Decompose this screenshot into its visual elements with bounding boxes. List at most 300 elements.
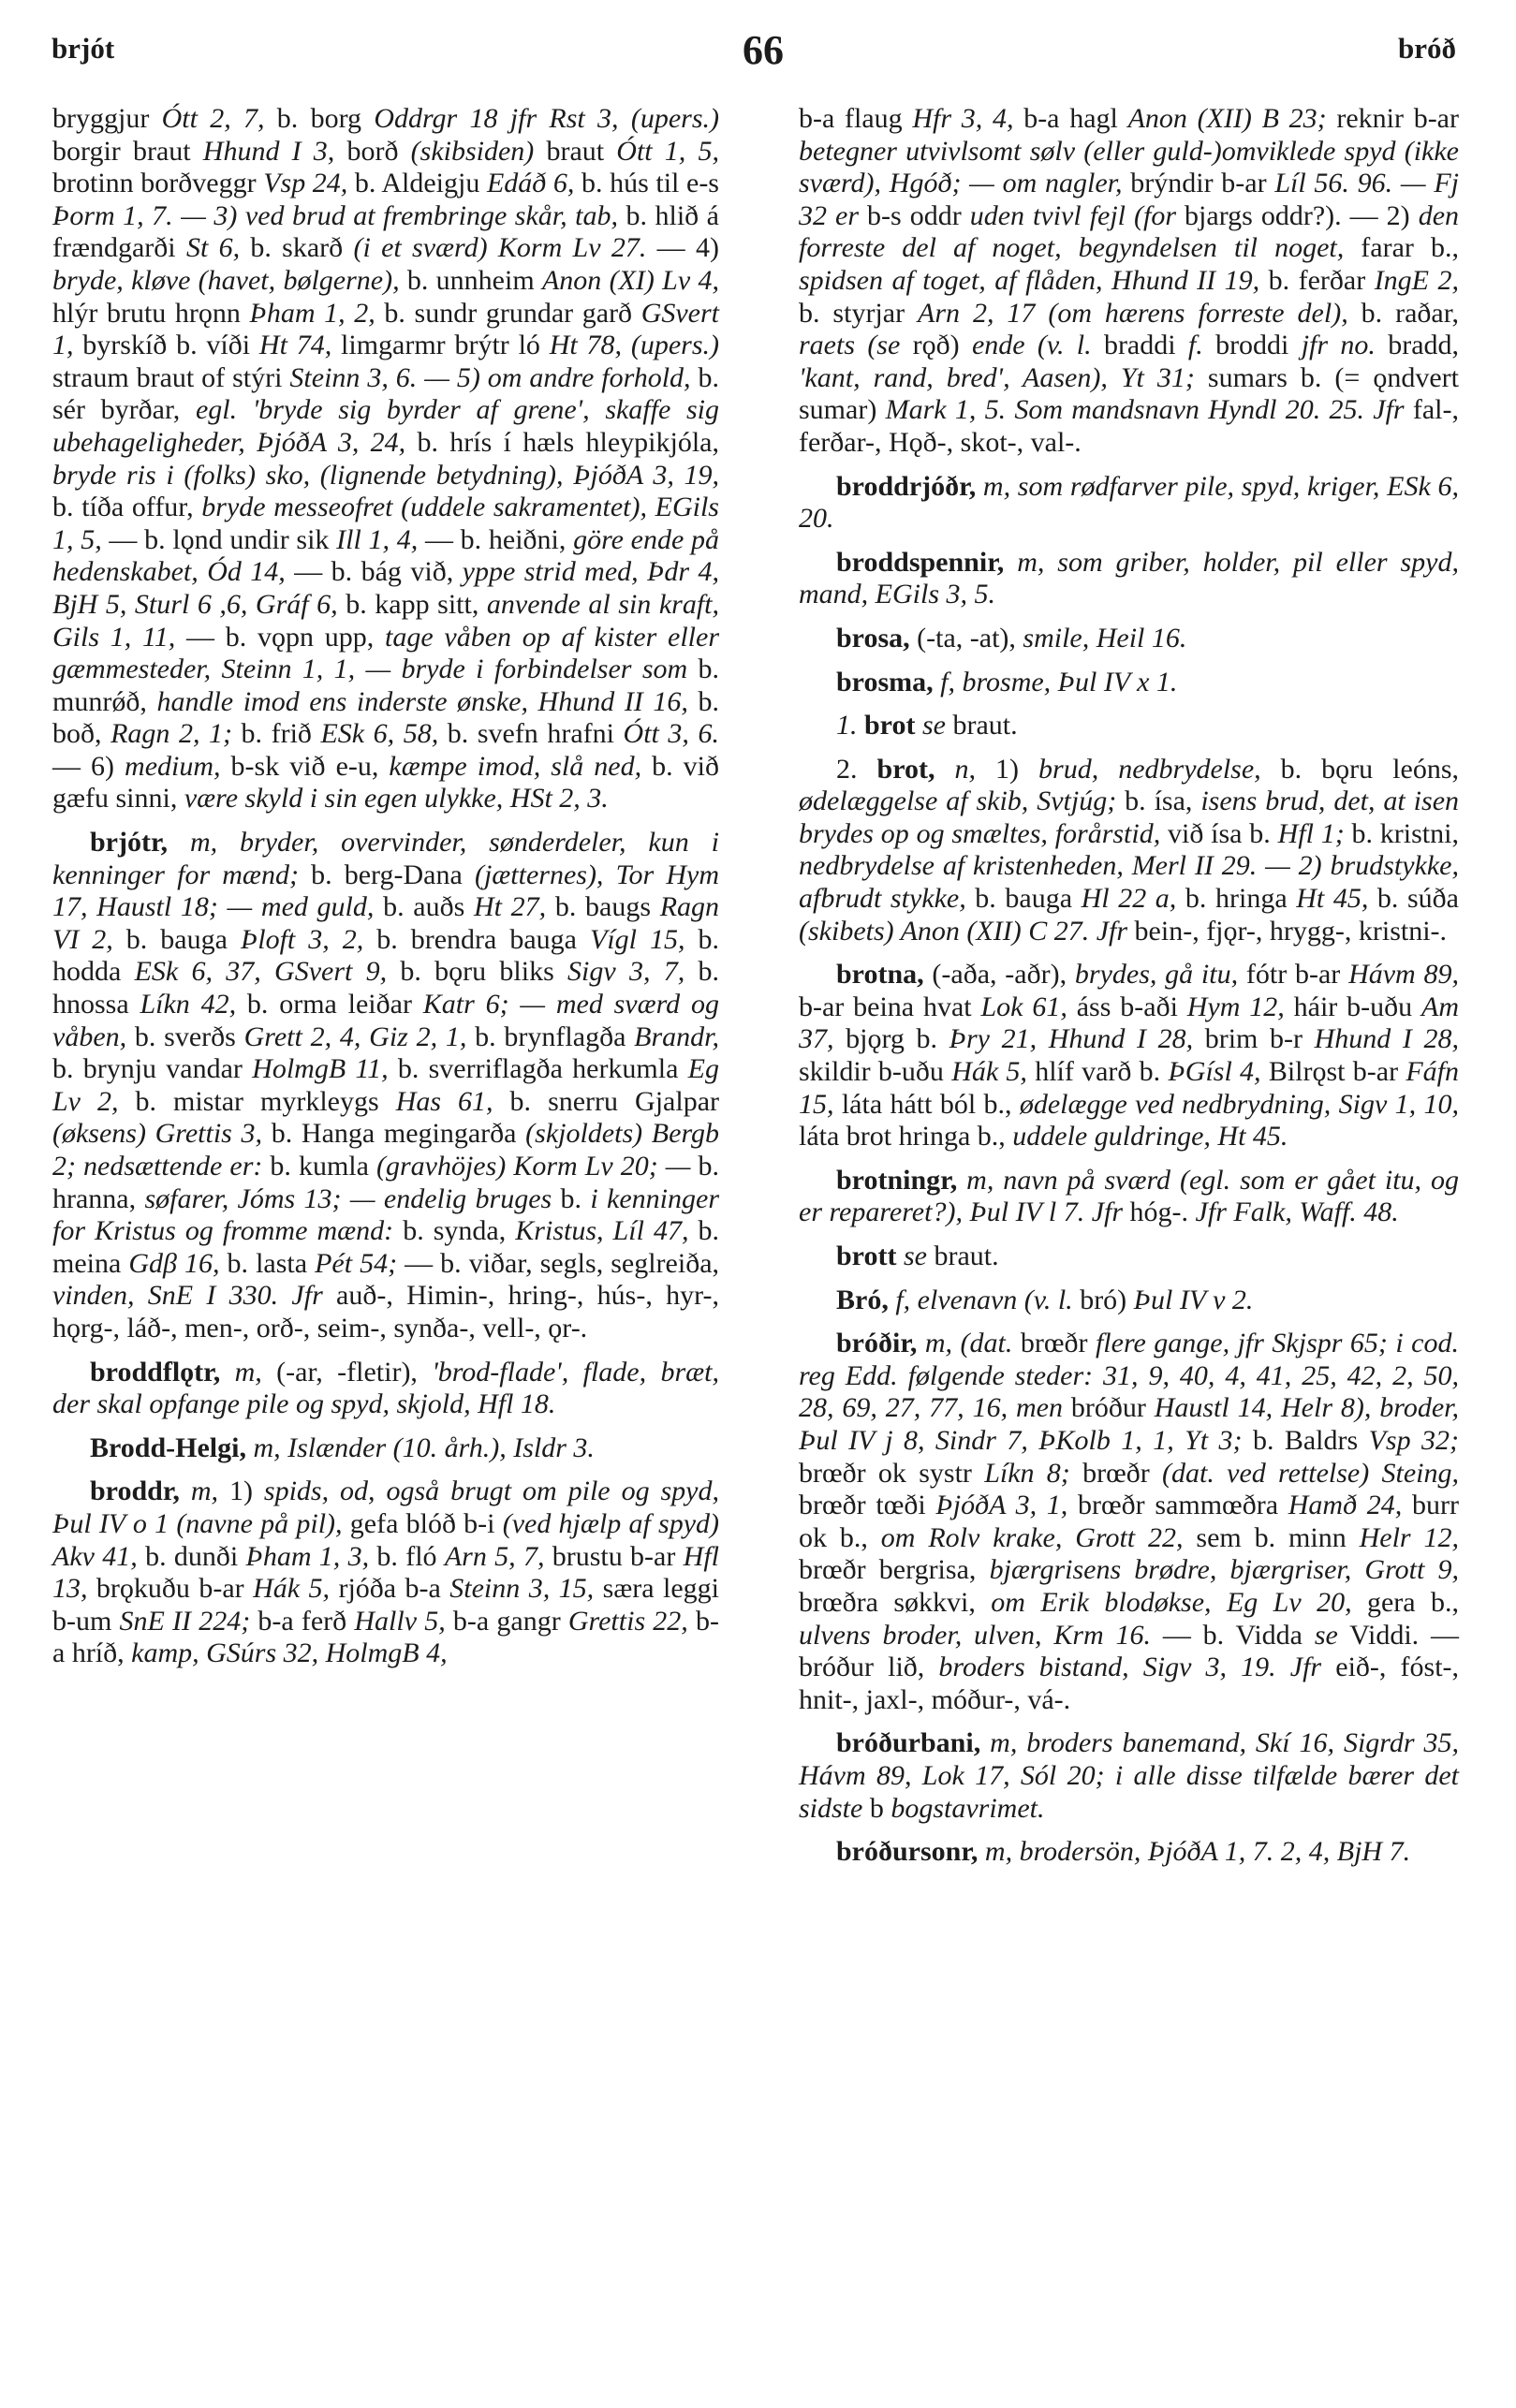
- dictionary-entry: [52, 103, 719, 815]
- entry-text: SnE II 224;: [119, 1605, 251, 1637]
- entry-text: b-ar beina hvat: [799, 991, 981, 1022]
- entry-text: Hl 22 a,: [1081, 883, 1177, 915]
- entry-text: Pét 54;: [315, 1247, 398, 1279]
- entry-text: bróður: [1062, 1392, 1155, 1424]
- entry-text: — b. bág við,: [285, 556, 463, 588]
- entry-text: m, som griber, holder, pil eller spyd, mand, EGils 3, 5.: [799, 546, 1459, 610]
- entry-text: m,: [220, 1356, 277, 1388]
- entry-text: rjóða b-a: [330, 1573, 450, 1605]
- entry-text: Arn 5, 7,: [444, 1540, 545, 1572]
- entry-text: b-a hríð,: [52, 1605, 719, 1669]
- entry-text: Ragn VI 2,: [52, 891, 720, 955]
- entry-text: b. tíða offur,: [52, 492, 202, 523]
- left-column: [52, 103, 719, 1670]
- entry-text: b. skarð: [240, 232, 354, 264]
- entry-text: Líl 56. 96. — Fj 32 er: [799, 168, 1459, 231]
- entry-headword: broddrjóðr,: [836, 470, 977, 502]
- dictionary-entry: [52, 827, 719, 1345]
- entry-text: Has 61,: [395, 1085, 493, 1117]
- entry-text: Hák 5,: [951, 1056, 1027, 1088]
- entry-text: om Erik blodøkse, Eg Lv 20,: [991, 1586, 1352, 1618]
- entry-text: brœðr bergrisa,: [799, 1554, 990, 1586]
- entry-text: bradd,: [1375, 330, 1460, 361]
- entry-text: Ótt 3, 6.: [623, 718, 719, 750]
- entry-text: — b. viðar, segls, seglreiða,: [397, 1247, 720, 1279]
- entry-text: b-a flaug: [799, 103, 913, 134]
- entry-text: láta hátt ból b.,: [833, 1088, 1020, 1120]
- entry-text: (gravhöjes) Korm Lv 20; —: [375, 1151, 691, 1182]
- entry-text: b. raðar,: [1347, 297, 1459, 329]
- entry-text: — 6): [52, 750, 125, 782]
- entry-headword: Brodd-Helgi,: [90, 1432, 246, 1463]
- entry-text: b. brynju vandar: [52, 1053, 253, 1085]
- entry-text: tage våben op af kister eller gæmmesteder, Steinn 1, 1, — bryde i forbindelser som: [52, 621, 719, 685]
- entry-text: brœðra søkkvi,: [799, 1586, 992, 1618]
- entry-text: (ved hjælp af spyd) Akv 41,: [52, 1507, 719, 1572]
- entry-headword: broddr,: [90, 1476, 180, 1507]
- dictionary-entry: [52, 1476, 719, 1670]
- entry-text: yppe strid med, Þdr 4, BjH 5, Sturl 6 ,6, Gráf 6,: [52, 556, 720, 620]
- entry-text: b. borg: [264, 103, 375, 134]
- running-head-right: bróð: [1398, 32, 1456, 65]
- entry-text: Grett 2, 4, Giz 2, 1,: [243, 1020, 467, 1052]
- entry-text: brœðr: [1012, 1328, 1096, 1359]
- entry-text: se: [1314, 1619, 1338, 1651]
- right-column: [799, 103, 1459, 1869]
- entry-text: bryde, kløve (havet, bølgerne),: [52, 264, 400, 296]
- entry-text: — b. lǫnd undir sik: [101, 523, 337, 555]
- entry-text: Anon (XII) B 23;: [1127, 103, 1327, 134]
- entry-text: Hfr 3, 4,: [912, 103, 1014, 134]
- dictionary-entry: [799, 1328, 1459, 1716]
- entry-text: b. frið: [231, 718, 321, 750]
- entry-text: b. synda,: [393, 1215, 516, 1247]
- dictionary-entry: [799, 710, 1459, 742]
- entry-text: Steinn 3, 15,: [449, 1573, 595, 1605]
- entry-text: b: [862, 1792, 891, 1824]
- entry-text: b. sverðs: [126, 1020, 244, 1052]
- page-number: 66: [743, 27, 784, 73]
- dictionary-entry: [799, 667, 1459, 699]
- entry-text: rǫð): [900, 330, 972, 361]
- entry-text: gefa blóð b-i: [342, 1507, 503, 1539]
- entry-text: m,: [179, 1476, 229, 1507]
- entry-text: b. bauga: [965, 883, 1082, 915]
- entry-text: Gdβ 16,: [128, 1247, 220, 1279]
- entry-text: bryggjur: [52, 103, 162, 134]
- entry-text: burr ok b.,: [799, 1490, 1460, 1553]
- entry-text: bjargs oddr?). — 2): [1176, 199, 1419, 231]
- dictionary-entry: [52, 1432, 719, 1465]
- entry-text: ESk 6, 58,: [320, 718, 439, 750]
- dictionary-entry: [799, 1241, 1459, 1273]
- entry-text: Vsp 32;: [1368, 1424, 1460, 1456]
- entry-text: Ragn 2, 1;: [110, 718, 232, 750]
- entry-text: b. ferðar: [1259, 264, 1375, 296]
- entry-text: Líkn 42,: [140, 989, 237, 1020]
- entry-text: Eg Lv 2,: [52, 1053, 719, 1117]
- entry-text: gera b.,: [1351, 1586, 1460, 1618]
- entry-text: ÞjóðA 3, 1,: [935, 1490, 1068, 1521]
- entry-text: Hfl 13,: [52, 1540, 719, 1605]
- entry-text: b. bǫru bliks: [387, 956, 568, 988]
- entry-text: Arn 2, 17 (om hærens forreste del),: [918, 297, 1348, 329]
- entry-text: søfarer, Jóms 13; — endelig bruges: [144, 1182, 552, 1214]
- entry-text: braddi: [1091, 330, 1188, 361]
- entry-text: b. hlið á frændgarði: [52, 199, 719, 264]
- entry-text: ESk 6, 37, GSvert 9,: [134, 956, 388, 988]
- entry-text: Hhund I 28,: [1314, 1023, 1459, 1055]
- entry-text: om Rolv krake, Grott 22,: [880, 1521, 1184, 1553]
- entry-text: brœðr tœði: [799, 1490, 936, 1521]
- entry-text: Vígl 15,: [590, 923, 685, 955]
- entry-text: spidsen af toget, af flåden, Hhund II 19,: [799, 264, 1260, 296]
- entry-text: Anon (XI) Lv 4,: [541, 264, 719, 296]
- entry-text: 2.: [836, 753, 877, 785]
- entry-text: Hym 12,: [1186, 991, 1285, 1022]
- entry-text: (skibets) Anon (XII) C 27. Jfr: [799, 915, 1128, 947]
- entry-text: — b. vǫpn upp,: [175, 621, 386, 653]
- entry-headword: brosa,: [836, 622, 910, 653]
- entry-text: b. hranna,: [52, 1151, 719, 1214]
- entry-text: Grettis 22,: [567, 1605, 688, 1637]
- entry-headword: Bró,: [836, 1284, 889, 1315]
- entry-text: b. kumla: [262, 1151, 376, 1182]
- entry-headword: bróðir,: [836, 1328, 918, 1359]
- entry-text: limgarmr brýtr ló: [331, 330, 550, 361]
- entry-text: vinden, SnE I 330. Jfr: [52, 1280, 323, 1312]
- entry-text: Hamð 24,: [1288, 1490, 1403, 1521]
- dictionary-entry: [799, 547, 1459, 611]
- entry-text: 1): [995, 753, 1039, 785]
- entry-text: brœðr: [1069, 1457, 1163, 1489]
- entry-text: Am 37,: [799, 991, 1459, 1055]
- entry-text: isens brud, det, at isen brydes op og smæltes, forårstid,: [799, 786, 1460, 849]
- entry-text: m, broders banemand, Skí 16, Sigrdr 35, Hávm 89, Lok 17, Sól 20; i alle disse tilfælde bærer det sidste: [799, 1727, 1459, 1824]
- entry-text: Ht 74,: [258, 330, 332, 361]
- entry-text: reknir b-ar: [1326, 103, 1459, 134]
- dictionary-entry: [799, 1836, 1459, 1869]
- entry-text: b. hodda: [52, 923, 719, 988]
- entry-text: Hallv 5,: [354, 1605, 446, 1637]
- entry-headword: brot,: [876, 753, 935, 785]
- entry-text: bogstavrimet.: [890, 1792, 1045, 1824]
- entry-text: GSvert 1,: [52, 297, 719, 361]
- entry-text: Bilrǫst b-ar: [1260, 1056, 1406, 1088]
- entry-text: Þham 1, 2,: [249, 297, 375, 329]
- entry-text: brýndir b-ar: [1122, 168, 1275, 199]
- entry-text: være skyld i sin egen ulykke, HSt 2, 3.: [184, 783, 609, 815]
- entry-text: brǫkuðu b-ar: [87, 1573, 254, 1605]
- entry-text: Ht 45,: [1296, 883, 1369, 915]
- entry-text: ende (v. l.: [971, 330, 1092, 361]
- entry-text: St 6,: [185, 232, 241, 264]
- entry-text: braut.: [952, 710, 1018, 741]
- entry-headword: broddflǫtr,: [90, 1356, 221, 1388]
- entry-text: Hák 5,: [253, 1573, 331, 1605]
- entry-text: m, navn på sværd (egl. som er gået itu, og er repareret?), Þul IV l 7. Jfr: [799, 1164, 1459, 1228]
- entry-text: brustu b-ar: [544, 1540, 684, 1572]
- running-head-left: brjót: [52, 32, 115, 65]
- entry-text: borð: [334, 135, 411, 167]
- entry-text: (i et sværd) Korm Lv 27.: [353, 232, 647, 264]
- entry-headword: brjótr,: [90, 827, 169, 859]
- entry-text: Hhund I 3,: [202, 135, 335, 167]
- entry-headword: bróðurbani,: [836, 1727, 981, 1759]
- entry-text: auð-, Himin-, hring-, hús-, hyr-, hǫrg-, láð-, men-, orð-, seim-, synða-, vell-, ǫr-.: [52, 1280, 719, 1343]
- entry-headword: broddspennir,: [836, 546, 1005, 578]
- entry-text: borgir braut: [52, 135, 203, 167]
- entry-text: ÞGísl 4,: [1168, 1056, 1261, 1088]
- entry-text: m, som rødfarver pile, spyd, kriger, ESk 6, 20.: [799, 470, 1459, 535]
- entry-text: háir b-uðu: [1284, 991, 1421, 1022]
- entry-text: medium,: [125, 750, 221, 782]
- entry-text: Ótt 1, 5,: [616, 135, 719, 167]
- entry-text: b. fló: [369, 1540, 445, 1572]
- entry-text: b-a hagl: [1013, 103, 1128, 134]
- entry-text: fótr b-ar: [1238, 959, 1349, 991]
- entry-text: b. dunði: [137, 1540, 246, 1572]
- entry-text: Þry 21, Hhund I 28,: [949, 1023, 1194, 1055]
- entry-text: bró): [1072, 1284, 1134, 1315]
- entry-text: — b. heiðni,: [418, 523, 574, 555]
- entry-text: sumars b. (= ǫndvert sumar): [799, 361, 1459, 426]
- entry-text: Oddrgr 18 jfr Rst 3, (upers.): [374, 103, 719, 134]
- entry-text: brydes, gå itu,: [1074, 959, 1239, 991]
- entry-text: flere gange, jfr Skjspr 65; i cod. reg Edd. følgende steder: 31, 9, 40, 4, 41, 25, 42, 2, 50, 28, 69, 27, 77, 16, men: [799, 1328, 1459, 1424]
- entry-text: Þorm 1, 7. — 3) ved brud at frembringe skår, tab,: [52, 199, 618, 231]
- dictionary-entry: [799, 471, 1459, 536]
- entry-text: Helr 12,: [1359, 1521, 1459, 1553]
- entry-text: uden tvivl fejl (for: [969, 199, 1177, 231]
- entry-text: kamp, GSúrs 32, HolmgB 4,: [131, 1637, 448, 1669]
- entry-text: Brandr,: [634, 1020, 720, 1052]
- entry-text: Hfl 1;: [1277, 817, 1345, 849]
- entry-text: betegner utvivlsomt sølv (eller guld-)omviklede spyd (ikke sværd), Hgóð; — om nagler,: [799, 135, 1459, 199]
- entry-text: b-sk við e-u,: [220, 750, 390, 782]
- entry-text: b. auðs: [374, 891, 474, 923]
- entry-text: spids, od, også brugt om pile og spyd, Þul IV o 1 (navne på pil),: [52, 1476, 719, 1539]
- dictionary-entry: [799, 1165, 1459, 1229]
- entry-text: Ótt 2, 7,: [161, 103, 265, 134]
- entry-text: broders bistand, Sigv 3, 19. Jfr: [938, 1652, 1322, 1683]
- entry-text: f, elvenavn (v. l.: [888, 1284, 1073, 1315]
- entry-text: við ísa b.: [1160, 817, 1278, 849]
- entry-text: skildir b-uðu: [799, 1056, 952, 1088]
- entry-text: farar b.,: [1344, 232, 1459, 264]
- entry-text: HolmgB 11,: [252, 1053, 389, 1085]
- entry-text: ødelæggelse af skib, Svtjúg;: [799, 786, 1117, 817]
- entry-text: b. ísa,: [1116, 786, 1201, 817]
- entry-text: brud, nedbrydelse,: [1038, 753, 1261, 785]
- entry-text: Líkn 8;: [984, 1457, 1070, 1489]
- entry-text: (skibsiden): [410, 135, 535, 167]
- entry-text: se: [896, 1241, 935, 1271]
- entry-text: Lok 61,: [980, 991, 1067, 1022]
- dictionary-entry: [799, 1285, 1459, 1317]
- entry-text: (skjoldets) Bergb 2; nedsættende er:: [52, 1118, 720, 1182]
- entry-text: sem b. minn: [1183, 1521, 1360, 1553]
- entry-text: m, bryder, overvinder, sønderdeler, kun i kenninger for mænd;: [52, 827, 719, 890]
- entry-text: Ht 78, (upers.): [549, 330, 719, 361]
- entry-text: n,: [935, 753, 995, 785]
- entry-text: (-ta, -at),: [909, 622, 1023, 653]
- entry-text: b. orma leiðar: [236, 989, 423, 1020]
- entry-text: braut: [534, 135, 617, 167]
- entry-text: b. hringa: [1176, 883, 1297, 915]
- entry-text: b. kristni,: [1344, 817, 1459, 849]
- entry-text: b-a ferð: [250, 1605, 355, 1637]
- entry-headword: brotna,: [836, 959, 924, 991]
- entry-text: raets (se: [799, 330, 901, 361]
- entry-text: f, brosme, Þul IV x 1.: [933, 666, 1178, 697]
- entry-text: bjǫrg b.: [833, 1023, 949, 1055]
- entry-text: b. sundr grundar garð: [375, 297, 641, 329]
- entry-headword: brott: [836, 1241, 897, 1271]
- entry-text: b. sverriflagða herkumla: [388, 1053, 688, 1085]
- entry-text: b. bǫru leóns,: [1260, 753, 1460, 785]
- entry-text: Haustl 14, Helr 8), broder, Þul IV j 8, Sindr 7, ÞKolb 1, 1, Yt 3;: [799, 1392, 1460, 1456]
- entry-text: Hávm 89,: [1348, 959, 1459, 991]
- entry-text: fal-, ferðar-, Hǫð-, skot-, val-.: [799, 394, 1459, 458]
- entry-text: bjærgrisens brødre, bjærgriser, Grott 9,: [989, 1554, 1459, 1586]
- entry-text: Þloft 3, 2,: [240, 923, 364, 955]
- entry-text: jfr no.: [1301, 330, 1376, 361]
- entry-text: Viddi. — bróður lið,: [799, 1619, 1459, 1683]
- entry-text: brim b-r: [1193, 1023, 1315, 1055]
- entry-text: b. baugs: [546, 891, 660, 923]
- entry-text: b.: [552, 1182, 591, 1214]
- entry-text: b-s oddr: [859, 199, 970, 231]
- entry-text: den forreste del af noget, begyndelsen til noget,: [799, 199, 1460, 264]
- entry-text: b. boð,: [52, 685, 720, 750]
- entry-text: Jfr Falk, Waff. 48.: [1195, 1197, 1399, 1228]
- entry-text: se: [915, 710, 953, 741]
- entry-text: ødelægge ved nedbrydning, Sigv 1, 10,: [1019, 1088, 1459, 1120]
- entry-text: 1): [228, 1476, 264, 1507]
- entry-text: b. Aldeigju: [347, 168, 487, 199]
- entry-text: brœðr sammœðra: [1067, 1490, 1288, 1521]
- entry-text: Sigv 3, 7,: [567, 956, 685, 988]
- entry-text: brotinn borðveggr: [52, 168, 264, 199]
- entry-text: b. súða: [1368, 883, 1460, 915]
- entry-text: 'kant, rand, bred', Aasen), Yt 31;: [799, 361, 1195, 393]
- entry-text: Steinn 3, 6. — 5) om andre forhold,: [289, 361, 691, 393]
- entry-text: straum braut of stýri: [52, 361, 290, 393]
- entry-text: láta brot hringa b.,: [799, 1121, 1013, 1153]
- entry-text: byrskíð b. víði: [73, 330, 259, 361]
- entry-text: b. unnheim: [399, 264, 542, 296]
- entry-text: b. Hanga megingarða: [262, 1118, 526, 1150]
- dictionary-entry: [799, 1727, 1459, 1825]
- entry-headword: brot: [864, 710, 916, 741]
- entry-text: anvende al sin kraft, Gils 1, 11,: [52, 588, 720, 653]
- entry-text: IngE 2,: [1374, 264, 1459, 296]
- entry-text: egl. 'bryde sig byrder af grene', skaffe sig ubehageligheder, ÞjóðA 3, 24,: [52, 394, 719, 458]
- entry-text: b. brendra bauga: [363, 923, 590, 955]
- dictionary-entry: [799, 103, 1459, 460]
- entry-text: Kristus, Líl 47,: [515, 1215, 689, 1247]
- entry-text: handle imod ens inderste ønske, Hhund II 16,: [156, 685, 688, 717]
- entry-text: Katr 6; — med sværd og våben,: [52, 989, 719, 1052]
- entry-text: göre ende på hedenskabet, Ód 14,: [52, 523, 720, 588]
- entry-text: eið-, fóst-, hnit-, jaxl-, móður-, vá-.: [799, 1652, 1460, 1715]
- entry-text: kæmpe imod, slå ned,: [389, 750, 642, 782]
- entry-text: 'brod-flade', flade, bræt, der skal opfange pile og spyd, skjold, Hfl 18.: [52, 1356, 719, 1420]
- entry-text: b. meina: [52, 1215, 720, 1279]
- entry-text: (-ar, -fletir),: [276, 1356, 433, 1388]
- entry-text: Ht 27,: [473, 891, 547, 923]
- dictionary-entry: [799, 959, 1459, 1153]
- entry-text: i kenninger for Kristus og fromme mænd:: [52, 1182, 720, 1247]
- entry-text: b. kapp sitt,: [337, 588, 487, 620]
- entry-text: uddele guldringe, Ht 45.: [1012, 1121, 1288, 1153]
- entry-text: Fáfn 15,: [799, 1056, 1459, 1120]
- entry-text: b. bauga: [112, 923, 241, 955]
- dictionary-entry: [799, 754, 1459, 948]
- entry-text: b. lasta: [219, 1247, 316, 1279]
- entry-text: særa leggi b-um: [52, 1573, 719, 1637]
- entry-text: f.: [1187, 330, 1203, 361]
- entry-text: b. svefn hrafni: [438, 718, 624, 750]
- entry-text: b. við gæfu sinni,: [52, 750, 719, 815]
- entry-text: — b. Vidda: [1151, 1619, 1315, 1651]
- entry-text: b. sér byrðar,: [52, 361, 720, 426]
- entry-text: hóg-.: [1123, 1197, 1196, 1228]
- entry-text: hlýr brutu hrǫnn: [52, 297, 250, 329]
- entry-text: Þham 1, 3,: [245, 1540, 370, 1572]
- entry-text: b. berg-Dana: [298, 859, 475, 890]
- entry-text: b. styrjar: [799, 297, 919, 329]
- entry-text: b. hús til e-s: [574, 168, 719, 199]
- entry-text: — 4): [646, 232, 719, 264]
- entry-headword: bróðursonr,: [836, 1836, 979, 1868]
- entry-text: m, brodersön, ÞjóðA 1, 7. 2, 4, BjH 7.: [978, 1836, 1411, 1868]
- entry-text: b. snerru Gjalpar: [493, 1085, 719, 1117]
- entry-text: b. hnossa: [52, 956, 720, 1020]
- entry-text: bein-, fjǫr-, hrygg-, kristni-.: [1127, 915, 1448, 947]
- entry-text: brœðr ok systr: [799, 1457, 985, 1489]
- entry-text: (dat. ved rettelse) Steing,: [1162, 1457, 1460, 1489]
- entry-text: smile, Heil 16.: [1023, 622, 1187, 653]
- entry-text: bryde messeofret (uddele sakramentet), EGils 1, 5,: [52, 492, 719, 555]
- entry-text: áss b-aði: [1067, 991, 1187, 1022]
- entry-text: (øksens) Grettis 3,: [52, 1118, 263, 1150]
- dictionary-entry: [52, 1357, 719, 1421]
- entry-text: Edáð 6,: [486, 168, 575, 199]
- entry-text: nedbrydelse af kristenheden, Merl II 29. — 2) brudstykke, afbrudt stykke,: [799, 850, 1459, 915]
- entry-text: m, (dat.: [917, 1328, 1013, 1359]
- entry-text: b. Baldrs: [1242, 1424, 1369, 1456]
- entry-text: broddi: [1202, 330, 1302, 361]
- entry-text: 1.: [836, 710, 864, 741]
- entry-headword: brosma,: [836, 666, 934, 697]
- entry-text: (jætternes), Tor Hym 17, Haustl 18; — med guld,: [52, 859, 719, 923]
- entry-text: Mark 1, 5. Som mandsnavn Hyndl 20. 25. Jfr: [885, 394, 1405, 426]
- entry-text: (-aða, -aðr),: [923, 959, 1075, 991]
- entry-text: b. mistar myrkleygs: [118, 1085, 396, 1117]
- entry-text: hlíf varð b.: [1026, 1056, 1169, 1088]
- entry-text: b. munrǿð,: [52, 653, 719, 717]
- entry-text: Ill 1, 4,: [336, 523, 419, 555]
- entry-text: m, Islænder (10. årh.), Isldr 3.: [245, 1432, 595, 1463]
- entry-text: Vsp 24,: [263, 168, 348, 199]
- entry-text: bryde ris i (folks) sko, (lignende betydning), ÞjóðA 3, 19,: [52, 459, 719, 491]
- entry-text: ulvens broder, ulven, Krm 16.: [799, 1619, 1152, 1651]
- entry-text: Þul IV v 2.: [1133, 1284, 1254, 1315]
- entry-text: b. hrís í hæls hleypikjóla,: [405, 426, 719, 458]
- entry-text: braut.: [934, 1241, 999, 1271]
